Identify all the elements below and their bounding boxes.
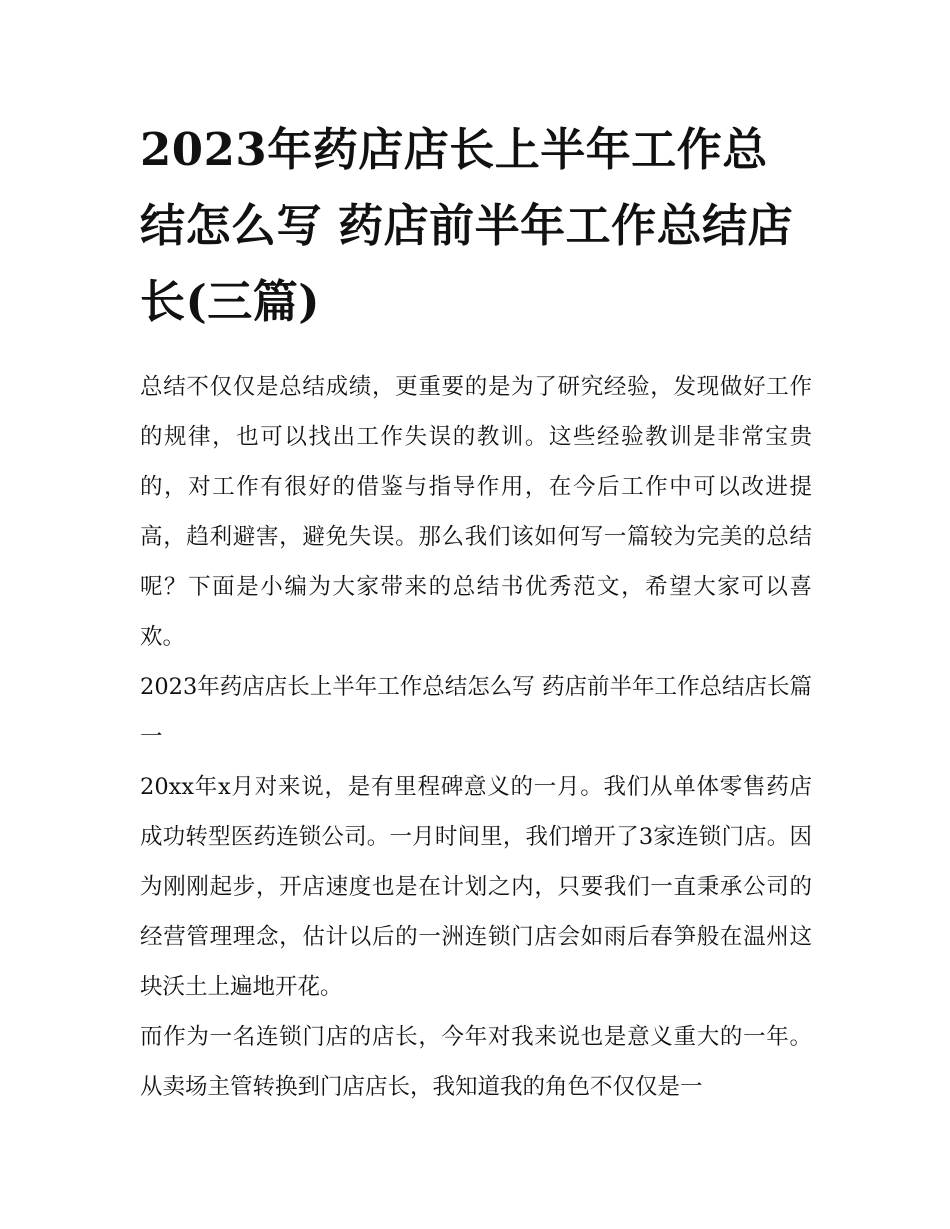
body-paragraph: 20xx年x月对来说，是有里程碑意义的一月。我们从单体零售药店成功转型医药连锁公司。一月时间里，我们增开了3家连锁门店。因为刚刚起步，开店速度也是在计划之内，只要我们一直秉承公司的经营管理理念，估计以后的一洲连锁门店会如雨后春笋般在温州这块沃土上遍地开花。: [140, 774, 812, 1000]
intro-paragraph: 总结不仅仅是总结成绩，更重要的是为了研究经验，发现做好工作的规律，也可以找出工作失误的教训。这些经验教训是非常宝贵的，对工作有很好的借鉴与指导作用，在今后工作中可以改进提高，趋利避害，避免失误。那么我们该如何写一篇较为完美的总结呢？下面是小编为大家带来的总结书优秀范文，希望大家可以喜欢。: [140, 374, 812, 650]
document-page: [140, 112, 812, 1112]
section-heading: 2023年药店店长上半年工作总结怎么写 药店前半年工作总结店长篇一: [140, 674, 812, 750]
document-title: 2023年药店店长上半年工作总结怎么写 药店前半年工作总结店长(三篇): [140, 123, 794, 328]
body-paragraph: 而作为一名连锁门店的店长，今年对我来说也是意义重大的一年。从卖场主管转换到门店店长，我知道我的角色不仅仅是一: [140, 1024, 812, 1100]
